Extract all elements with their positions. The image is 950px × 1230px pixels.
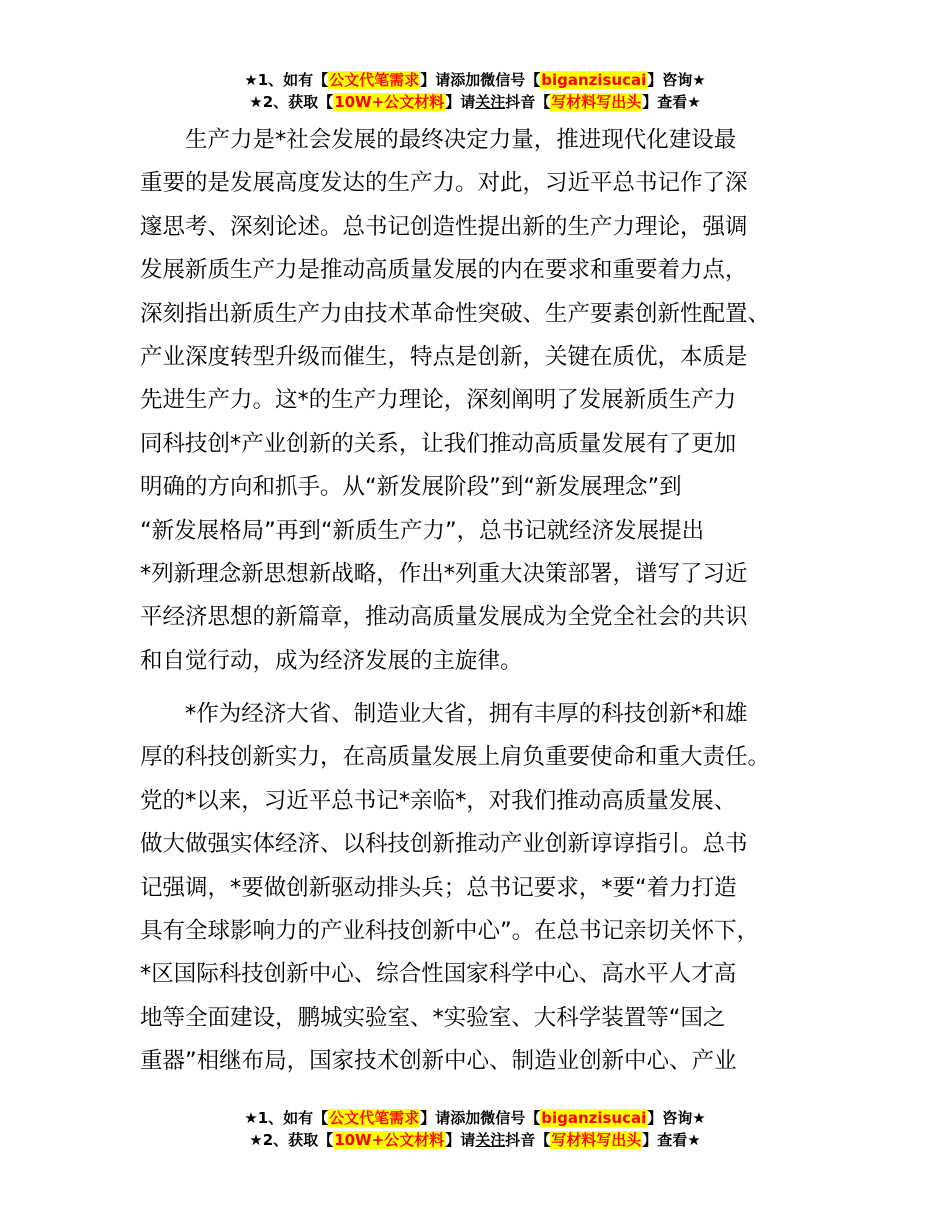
highlight-douyin-account: 写材料写出头 xyxy=(551,93,642,111)
header-banner-line-2 xyxy=(0,91,950,113)
banner-text: 】咨询★ xyxy=(647,71,706,89)
footer-banner xyxy=(0,1107,950,1151)
text-line: *列新理念新思想新战略，作出*列重大决策部署，谱写了习近 xyxy=(140,560,748,587)
banner-text: 】查看★ xyxy=(642,1131,701,1149)
text-line: *作为经济大省、制造业大省，拥有丰厚的科技创新*和雄 xyxy=(185,701,748,728)
text-line: 明确的方向和抓手。从“新发展阶段”到“新发展理念”到 xyxy=(140,474,682,501)
footer-banner-line-2 xyxy=(0,1129,950,1151)
banner-text: ★1、如有【 xyxy=(244,1109,329,1127)
text-line: “新发展格局”再到“新质生产力”，总书记就经济发展提出 xyxy=(140,517,705,544)
banner-text: ★2、获取【 xyxy=(249,1131,334,1149)
text-line: 具有全球影响力的产业科技创新中心”。在总书记亲切关怀下， xyxy=(140,918,760,945)
text-line: 厚的科技创新实力，在高质量发展上肩负重要使命和重大责任。 xyxy=(140,744,771,771)
banner-text: 】请 xyxy=(445,1131,476,1149)
banner-text: 抖音【 xyxy=(505,93,551,111)
text-line: 平经济思想的新篇章，推动高质量发展成为全党全社会的共识 xyxy=(140,604,748,631)
header-banner xyxy=(0,69,950,113)
text-line: 邃思考、深刻论述。总书记创造性提出新的生产力理论，强调 xyxy=(140,213,748,240)
paragraph-1 xyxy=(140,119,830,683)
banner-text: ★1、如有【 xyxy=(244,71,329,89)
underlined-follow: 关注 xyxy=(475,93,506,111)
banner-text: 】咨询★ xyxy=(647,1109,706,1127)
text-line: 先进生产力。这*的生产力理论，深刻阐明了发展新质生产力 xyxy=(140,387,737,414)
text-line: 生产力是*社会发展的最终决定力量，推进现代化建设最 xyxy=(185,127,737,153)
highlight-materials: 10W+公文材料 xyxy=(334,1131,445,1149)
banner-text: 抖音【 xyxy=(505,1131,551,1149)
highlight-douyin-account: 写材料写出头 xyxy=(551,1131,642,1149)
banner-text: 】请添加微信号【 xyxy=(420,71,541,89)
highlight-wechat-id: biganzisucai xyxy=(541,1109,647,1127)
text-line: 地等全面建设，鹏城实验室、*实验室、大科学装置等“国之 xyxy=(140,1004,726,1031)
banner-text: 】请 xyxy=(445,93,476,111)
text-line: *区国际科技创新中心、综合性国家科学中心、高水平人才高 xyxy=(140,961,737,988)
text-line: 记强调，*要做创新驱动排头兵；总书记要求，*要“着力打造 xyxy=(140,874,737,901)
document-body xyxy=(140,119,830,1084)
highlight-materials: 10W+公文材料 xyxy=(334,93,445,111)
header-banner-line-1 xyxy=(0,69,950,91)
underlined-follow: 关注 xyxy=(475,1131,506,1149)
banner-text: 】查看★ xyxy=(642,93,701,111)
text-line: 同科技创*产业创新的关系，让我们推动高质量发展有了更加 xyxy=(140,430,737,457)
text-line: 和自觉行动，成为经济发展的主旋律。 xyxy=(140,647,523,674)
paragraph-2 xyxy=(140,693,830,1084)
highlight-service: 公文代笔需求 xyxy=(329,1109,420,1127)
text-line: 深刻指出新质生产力由技术革命性突破、生产要素创新性配置、 xyxy=(140,300,771,327)
banner-text: ★2、获取【 xyxy=(249,93,334,111)
text-line: 重要的是发展高度发达的生产力。对此，习近平总书记作了深 xyxy=(140,170,748,197)
text-line: 发展新质生产力是推动高质量发展的内在要求和重要着力点， xyxy=(140,257,748,284)
highlight-service: 公文代笔需求 xyxy=(329,71,420,89)
text-line: 做大做强实体经济、以科技创新推动产业创新谆谆指引。总书 xyxy=(140,831,748,858)
banner-text: 】请添加微信号【 xyxy=(420,1109,541,1127)
footer-banner-line-1 xyxy=(0,1107,950,1129)
text-line: 重器”相继布局，国家技术创新中心、制造业创新中心、产业 xyxy=(140,1048,737,1075)
text-line: 党的*以来，习近平总书记*亲临*，对我们推动高质量发展、 xyxy=(140,787,737,814)
text-line: 产业深度转型升级而催生，特点是创新，关键在质优，本质是 xyxy=(140,343,748,370)
highlight-wechat-id: biganzisucai xyxy=(541,71,647,89)
